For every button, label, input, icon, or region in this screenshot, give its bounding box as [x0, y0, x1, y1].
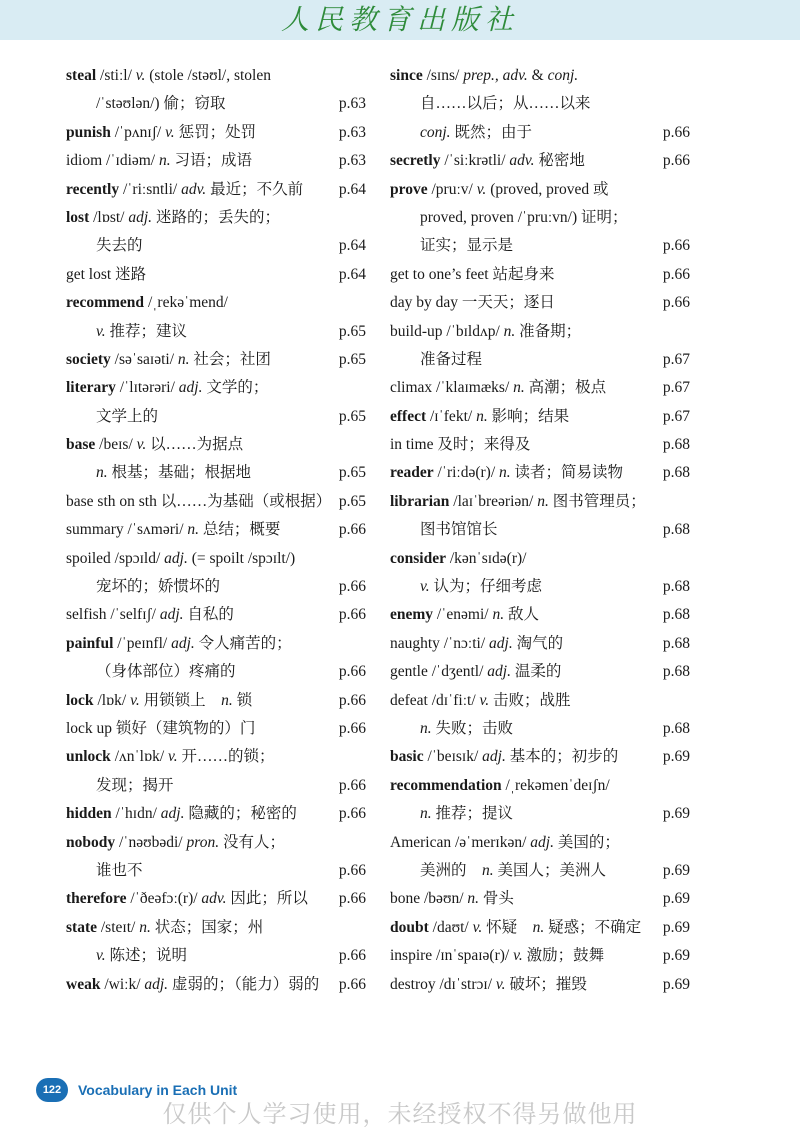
part-of-speech: v.	[96, 947, 106, 965]
entry-text: 美洲的	[420, 861, 483, 879]
headword: reader	[390, 464, 434, 482]
entry-text: 图书管理员；	[548, 492, 646, 510]
page-reference: p.68	[662, 436, 690, 454]
headword: effect	[390, 407, 427, 425]
part-of-speech: adj.	[159, 606, 184, 624]
vocab-column-right	[390, 62, 690, 999]
entry-text: 击败；战胜	[489, 691, 571, 709]
vocab-entry-line	[390, 772, 690, 800]
page-reference: p.66	[338, 861, 366, 879]
page-reference: p.66	[662, 237, 690, 255]
vocab-entry-line	[66, 119, 366, 147]
vocab-entry-line	[66, 914, 366, 942]
entry-text: build-up /ˈbɪldʌp/	[390, 322, 504, 340]
page-reference: p.65	[338, 322, 366, 340]
entry-text: destroy /dɪˈstrɔɪ/	[390, 975, 496, 993]
entry-text: /ˈsiːkrətli/	[440, 152, 510, 170]
entry-text: idiom /ˈɪdiəm/	[66, 152, 159, 170]
entry-text: 骨头	[479, 890, 514, 908]
page-reference: p.67	[662, 350, 690, 368]
headword: basic	[390, 748, 424, 766]
part-of-speech: adj.	[530, 833, 554, 851]
vocab-entry-line	[390, 403, 690, 431]
headword: society	[66, 350, 111, 368]
page-reference: p.67	[662, 379, 690, 397]
headword: consider	[390, 549, 446, 567]
vocab-entry-line	[390, 147, 690, 175]
page-reference: p.66	[338, 947, 366, 965]
entry-text: climax /ˈklaɪmæks/	[390, 379, 514, 397]
entry-text: 怀疑	[482, 918, 533, 936]
vocab-entry-line	[390, 573, 690, 601]
vocab-entry-line	[66, 459, 366, 487]
vocab-entry-line	[390, 857, 690, 885]
entry-text: 锁	[232, 691, 253, 709]
part-of-speech: n.	[537, 492, 549, 510]
part-of-speech: n.	[96, 464, 108, 482]
page-reference: p.66	[338, 975, 366, 993]
entry-text: 社会；社团	[189, 350, 271, 368]
vocab-entry-line	[66, 147, 366, 175]
entry-text: 认为；仔细考虑	[429, 578, 542, 596]
entry-text: 没有人；	[219, 833, 285, 851]
part-of-speech: adj.	[489, 634, 513, 652]
page-reference: p.66	[338, 521, 366, 539]
vocab-column-left	[66, 62, 366, 999]
part-of-speech: adj.	[487, 663, 511, 681]
page-reference: p.66	[338, 890, 366, 908]
part-of-speech: v.	[136, 436, 147, 454]
entry-text: proved, proven /ˈpruːvn/) 证明；	[420, 208, 628, 226]
part-of-speech: n.	[499, 464, 511, 482]
part-of-speech: prep., adv.	[463, 67, 528, 84]
entry-text: 推荐；提议	[431, 805, 514, 823]
vocab-entry-line	[66, 630, 366, 658]
entry-text: naughty /ˈnɔːti/	[390, 634, 490, 652]
page-reference: p.68	[662, 719, 690, 737]
entry-text: 秘密地	[534, 152, 585, 170]
headword: painful	[66, 634, 114, 652]
vocab-entry-line	[390, 318, 690, 346]
entry-text: (= spoilt /spɔɪlt/)	[187, 549, 296, 567]
entry-text: 陈述；说明	[105, 947, 187, 965]
entry-text: 破坏；摧毁	[505, 975, 587, 993]
part-of-speech: adj.	[128, 208, 153, 226]
vocab-entry-line	[66, 687, 366, 715]
headword: librarian	[390, 492, 450, 510]
entry-text: American /əˈmerɪkən/	[390, 833, 531, 851]
vocab-entry-line	[66, 232, 366, 260]
entry-text: /ʌnˈlɒk/	[110, 748, 168, 766]
page-reference: p.66	[338, 719, 366, 737]
page-reference: p.66	[338, 805, 366, 823]
vocab-entry-line	[390, 62, 690, 90]
headword: doubt	[390, 918, 429, 936]
vocab-entry-line	[390, 601, 690, 629]
part-of-speech: n.	[482, 861, 494, 879]
vocab-entry-line	[66, 176, 366, 204]
part-of-speech: v.	[476, 180, 487, 198]
entry-text: 虚弱的；（能力）弱的	[168, 975, 320, 993]
entry-text: 既然；由于	[450, 123, 532, 141]
vocab-entry-line	[390, 743, 690, 771]
headword: recommendation	[390, 776, 502, 794]
entry-text: in time 及时；来得及	[390, 436, 531, 454]
entry-text: /ˌrekəˈmend/	[144, 294, 228, 312]
entry-text: /ˈenəmi/	[433, 606, 493, 624]
entry-text: /ˈlɪtərəri/	[115, 379, 179, 397]
part-of-speech: adv.	[201, 890, 227, 908]
entry-text: 迷路的；丢失的；	[152, 208, 280, 226]
page-reference: p.66	[662, 294, 690, 312]
page-reference: p.69	[662, 947, 690, 965]
entry-text: summary /ˈsʌməri/	[66, 521, 188, 539]
part-of-speech: conj.	[420, 123, 451, 141]
entry-text: 温柔的	[510, 663, 562, 681]
entry-text: 谁也不	[96, 861, 143, 879]
vocab-entry-line	[390, 687, 690, 715]
entry-text: get to one’s feet 站起身来	[390, 265, 555, 283]
page-reference: p.66	[662, 123, 690, 141]
entry-text: 美国人；美洲人	[493, 861, 607, 879]
page-reference: p.65	[338, 407, 366, 425]
page-reference: p.63	[338, 95, 366, 113]
entry-text: /ɪˈfekt/	[426, 407, 477, 425]
vocab-entry-line	[390, 715, 690, 743]
entry-text: /ˈstəʊlən/) 偷；窃取	[96, 95, 226, 113]
vocab-entry-line	[66, 573, 366, 601]
headword: recommend	[66, 294, 145, 312]
part-of-speech: n.	[159, 152, 171, 170]
entry-text: 用锁锁上	[139, 691, 222, 709]
vocab-entry-line	[390, 885, 690, 913]
page-reference: p.64	[338, 265, 366, 283]
part-of-speech: n.	[420, 805, 432, 823]
part-of-speech: v.	[495, 975, 506, 993]
entry-text: 令人痛苦的；	[194, 634, 292, 652]
headword: weak	[66, 975, 101, 993]
part-of-speech: v.	[130, 691, 140, 709]
entry-text: bone /bəʊn/	[390, 890, 468, 908]
entry-text: 推荐；建议	[105, 322, 187, 340]
entry-text: （身体部位）疼痛的	[96, 663, 236, 681]
entry-text: 证实；显示是	[420, 237, 514, 255]
section-title: Vocabulary in Each Unit	[78, 1082, 238, 1098]
vocab-entry-line	[66, 715, 366, 743]
entry-text: 发现；揭开	[96, 776, 174, 794]
part-of-speech: n.	[187, 521, 200, 539]
part-of-speech: v.	[165, 123, 175, 141]
headword: nobody	[66, 833, 116, 851]
entry-text: /ˈpʌnɪʃ/	[110, 123, 166, 141]
entry-text: 敌人	[504, 606, 539, 624]
part-of-speech: adj.	[171, 634, 195, 652]
part-of-speech: n.	[420, 719, 432, 737]
entry-text: 准备期；	[515, 322, 582, 340]
entry-text: 激励；鼓舞	[522, 947, 605, 965]
entry-text: 文学的；	[202, 379, 269, 397]
page-reference: p.69	[662, 975, 690, 993]
publisher-logo: 人民教育出版社	[280, 3, 519, 36]
headword: since	[390, 67, 423, 84]
page-reference: p.68	[662, 663, 690, 681]
entry-text: /daʊt/	[428, 918, 473, 936]
part-of-speech: n.	[532, 918, 545, 936]
entry-text: 总结；概要	[199, 521, 281, 539]
part-of-speech: n.	[492, 606, 505, 624]
entry-text: /ˈriːdə(r)/	[433, 464, 500, 482]
part-of-speech: adv.	[181, 180, 207, 198]
part-of-speech: n.	[503, 322, 516, 340]
vocab-entry-line	[66, 403, 366, 431]
part-of-speech: n.	[221, 691, 233, 709]
vocab-entry-line	[390, 431, 690, 459]
vocab-entry-line	[390, 545, 690, 573]
entry-text: 惩罚；处罚	[174, 123, 257, 141]
page-reference: p.68	[662, 634, 690, 652]
vocab-entry-line	[66, 545, 366, 573]
page-reference: p.63	[338, 152, 366, 170]
vocab-entry-line	[66, 62, 366, 90]
part-of-speech: pron.	[186, 833, 220, 851]
part-of-speech: conj.	[547, 67, 579, 84]
vocab-entry-line	[66, 318, 366, 346]
entry-text: selfish /ˈselfɪʃ/	[66, 606, 160, 624]
vocab-entry-line	[390, 346, 690, 374]
entry-text: 失去的	[96, 237, 143, 255]
part-of-speech: n.	[513, 379, 525, 397]
part-of-speech: v.	[96, 322, 106, 340]
page-reference: p.69	[662, 861, 690, 879]
headword: punish	[66, 123, 111, 141]
headword: steal	[66, 67, 97, 84]
entry-text: /sɪns/	[422, 67, 464, 84]
headword: secretly	[390, 152, 441, 170]
vocab-entry-line	[390, 658, 690, 686]
entry-text: inspire /ɪnˈspaɪə(r)/	[390, 947, 514, 965]
vocab-entry-line	[66, 885, 366, 913]
vocab-entry-line	[66, 346, 366, 374]
vocab-entry-line	[66, 800, 366, 828]
entry-text: 失败；击败	[431, 719, 514, 737]
headword: lost	[66, 208, 90, 226]
vocab-entry-line	[390, 374, 690, 402]
entry-text: /səˈsaɪəti/	[110, 350, 178, 368]
vocab-entry-line	[66, 601, 366, 629]
page-reference: p.69	[662, 805, 690, 823]
entry-text: 以……为据点	[146, 436, 244, 454]
page-reference: p.69	[662, 890, 690, 908]
entry-text: (proved, proved 或	[486, 180, 609, 198]
vocab-entry-line	[66, 829, 366, 857]
entry-text: /stiːl/	[96, 67, 136, 84]
entry-text: 读者；简易读物	[510, 464, 624, 482]
entry-text: /lɒk/	[93, 691, 131, 709]
entry-text: /ˌrekəmenˈdeɪʃn/	[501, 776, 610, 794]
page-reference: p.66	[338, 663, 366, 681]
entry-text: spoiled /spɔɪld/	[66, 549, 165, 567]
page-reference: p.69	[662, 748, 690, 766]
page-reference: p.65	[338, 350, 366, 368]
vocab-entry-line	[390, 459, 690, 487]
entry-text: /ˈbeɪsɪk/	[423, 748, 483, 766]
vocab-entry-line	[66, 516, 366, 544]
vocab-entry-line	[66, 743, 366, 771]
vocab-entry-line	[390, 204, 690, 232]
vocab-entry-line	[390, 261, 690, 289]
entry-text: 美国的；	[553, 833, 620, 851]
page-reference: p.64	[338, 237, 366, 255]
vocab-entry-line	[390, 488, 690, 516]
headword: literary	[66, 379, 116, 397]
vocab-entry-line	[66, 942, 366, 970]
vocab-entry-line	[390, 289, 690, 317]
vocab-entry-line	[390, 630, 690, 658]
entry-text: /wiːk/	[100, 975, 145, 993]
headword: prove	[390, 180, 428, 198]
page-reference: p.66	[662, 152, 690, 170]
part-of-speech: n.	[177, 350, 190, 368]
vocab-entry-line	[66, 658, 366, 686]
watermark: 仅供个人学习使用，未经授权不得另做他用	[162, 1100, 638, 1128]
vocab-entry-line	[390, 90, 690, 118]
page-reference: p.65	[338, 492, 366, 510]
vocab-entry-line	[390, 232, 690, 260]
entry-text: 最近；不久前	[206, 180, 304, 198]
page-reference: p.69	[662, 918, 690, 936]
part-of-speech: adj.	[160, 805, 185, 823]
headword: recently	[66, 180, 120, 198]
entry-text: /lɒst/	[89, 208, 129, 226]
page-reference: p.67	[662, 407, 690, 425]
vocab-entry-line	[66, 261, 366, 289]
vocab-entry-line	[66, 289, 366, 317]
part-of-speech: v.	[513, 947, 523, 965]
part-of-speech: adj.	[144, 975, 169, 993]
vocab-entry-line	[390, 516, 690, 544]
vocab-entry-line	[390, 942, 690, 970]
entry-text: 基本的；初步的	[505, 748, 619, 766]
vocab-entry-line	[390, 176, 690, 204]
vocab-entry-line	[66, 971, 366, 999]
entry-text: 影响；结果	[487, 407, 570, 425]
entry-text: /ˈðeəfɔː(r)/	[126, 890, 202, 908]
vocab-entry-line	[66, 204, 366, 232]
entry-text: 准备过程	[420, 350, 483, 368]
vocab-entry-line	[390, 829, 690, 857]
entry-text: /steɪt/	[97, 918, 140, 936]
headword: enemy	[390, 606, 434, 624]
entry-text: 淘气的	[512, 634, 564, 652]
headword: lock	[66, 691, 94, 709]
entry-text: /pruːv/	[427, 180, 477, 198]
part-of-speech: adj.	[164, 549, 188, 567]
page-reference: p.64	[338, 180, 366, 198]
entry-text: /ˈhɪdn/	[111, 805, 161, 823]
entry-text: 隐藏的；秘密的	[184, 805, 297, 823]
entry-text: 习语；成语	[170, 152, 253, 170]
vocab-entry-line	[66, 431, 366, 459]
part-of-speech: v.	[420, 578, 430, 596]
page-reference: p.68	[662, 578, 690, 596]
entry-text: /ˈpeɪnfl/	[113, 634, 172, 652]
part-of-speech: n.	[467, 890, 480, 908]
vocab-entry-line	[66, 374, 366, 402]
part-of-speech: v.	[135, 67, 146, 84]
page-reference: p.66	[338, 776, 366, 794]
part-of-speech: adv.	[509, 152, 535, 170]
entry-text: (stole /stəʊl/, stolen	[145, 67, 271, 84]
headword: hidden	[66, 805, 112, 823]
page-reference: p.68	[662, 606, 690, 624]
page-reference: p.68	[662, 521, 690, 539]
page-reference: p.66	[338, 578, 366, 596]
entry-text: 自……以后；从……以来	[420, 95, 591, 113]
entry-text: 宠坏的；娇惯坏的	[96, 578, 221, 596]
part-of-speech: v.	[472, 918, 483, 936]
part-of-speech: adj.	[178, 379, 203, 397]
entry-text: gentle /ˈdʒentl/	[390, 663, 488, 681]
entry-text: 开……的锁；	[177, 748, 275, 766]
entry-text: 状态；国家；州	[150, 918, 264, 936]
entry-text: 文学上的	[96, 407, 159, 425]
entry-text: 根基；基础；根据地	[107, 464, 252, 482]
page-reference: p.65	[338, 464, 366, 482]
headword: state	[66, 918, 97, 936]
page-reference: p.66	[338, 606, 366, 624]
page-reference: p.63	[338, 123, 366, 141]
entry-text: base sth on sth 以……为基础（或根据）	[66, 492, 332, 510]
part-of-speech: v.	[168, 748, 178, 766]
part-of-speech: v.	[479, 691, 490, 709]
part-of-speech: n.	[476, 407, 488, 425]
headword: base	[66, 436, 96, 454]
page-number-badge: 122	[36, 1078, 68, 1102]
entry-text: defeat /dɪˈfiːt/	[390, 691, 480, 709]
entry-text: 因此；所以	[226, 890, 308, 908]
entry-text: 自私的	[183, 606, 234, 624]
vocab-entry-line	[390, 914, 690, 942]
entry-text: 疑惑；不确定	[544, 918, 642, 936]
page-reference: p.66	[662, 265, 690, 283]
part-of-speech: adj.	[482, 748, 506, 766]
entry-text: /beɪs/	[95, 436, 137, 454]
entry-text: /ˈriːsntli/	[119, 180, 182, 198]
part-of-speech: n.	[139, 918, 151, 936]
entry-text: /ˈnəʊbədi/	[115, 833, 187, 851]
vocab-entry-line	[390, 119, 690, 147]
headword: unlock	[66, 748, 111, 766]
entry-text: /kənˈsɪdə(r)/	[445, 549, 527, 567]
entry-text: 图书馆馆长	[420, 521, 498, 539]
entry-text: lock up 锁好（建筑物的）门	[66, 719, 256, 737]
headword: therefore	[66, 890, 127, 908]
vocab-entry-line	[390, 971, 690, 999]
vocab-entry-line	[66, 488, 366, 516]
entry-text: /laɪˈbreəriən/	[449, 492, 538, 510]
entry-text: get lost 迷路	[66, 265, 147, 283]
entry-text: 高潮；极点	[524, 379, 607, 397]
page-reference: p.68	[662, 464, 690, 482]
vocab-entry-line	[66, 857, 366, 885]
vocab-entry-line	[66, 90, 366, 118]
entry-text: day by day 一天天；逐日	[390, 294, 555, 312]
vocab-entry-line	[390, 800, 690, 828]
entry-text: &	[527, 67, 548, 84]
vocab-entry-line	[66, 772, 366, 800]
page-reference: p.66	[338, 691, 366, 709]
